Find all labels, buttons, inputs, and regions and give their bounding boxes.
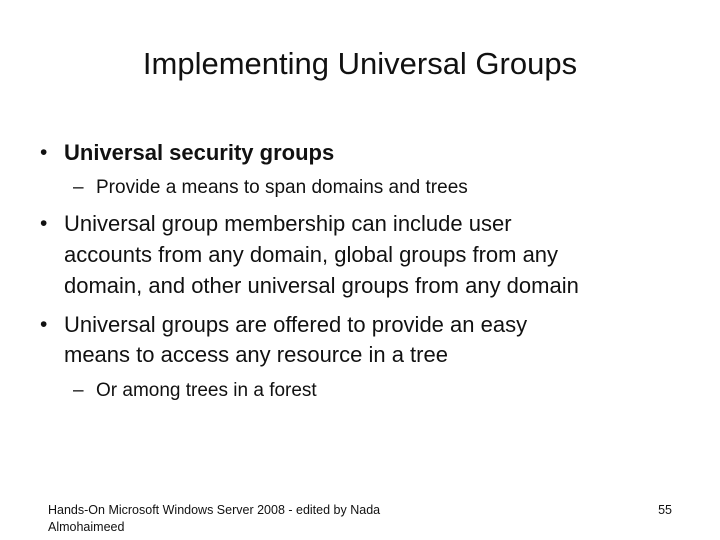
bullet-text-line: means to access any resource in a tree xyxy=(64,342,448,367)
sub-bullet-text: Provide a means to span domains and trees xyxy=(96,177,468,198)
bullet-marker: • xyxy=(40,212,48,235)
bullet-text: Universal security groups xyxy=(64,140,335,165)
bullet-marker: • xyxy=(40,313,48,336)
bullet-text-line: Universal groups are offered to provide an easy xyxy=(64,312,528,337)
sub-bullet-text: Or among trees in a forest xyxy=(96,380,317,401)
page-number: 55 xyxy=(658,503,672,517)
sub-bullet-marker: – xyxy=(73,177,84,198)
bullet-text-line: accounts from any domain, global groups from any xyxy=(64,242,559,267)
footer-source: Hands-On Microsoft Windows Server 2008 - edited by Nada Almohaimeed xyxy=(48,503,381,534)
sub-bullet-marker: – xyxy=(73,380,84,401)
bullet-text-line: domain, and other universal groups from any domain xyxy=(64,273,579,298)
bullet-marker: • xyxy=(40,141,48,164)
slide-title: Implementing Universal Groups xyxy=(142,46,578,81)
bullet-text-line: Universal group membership can include user xyxy=(64,211,512,236)
